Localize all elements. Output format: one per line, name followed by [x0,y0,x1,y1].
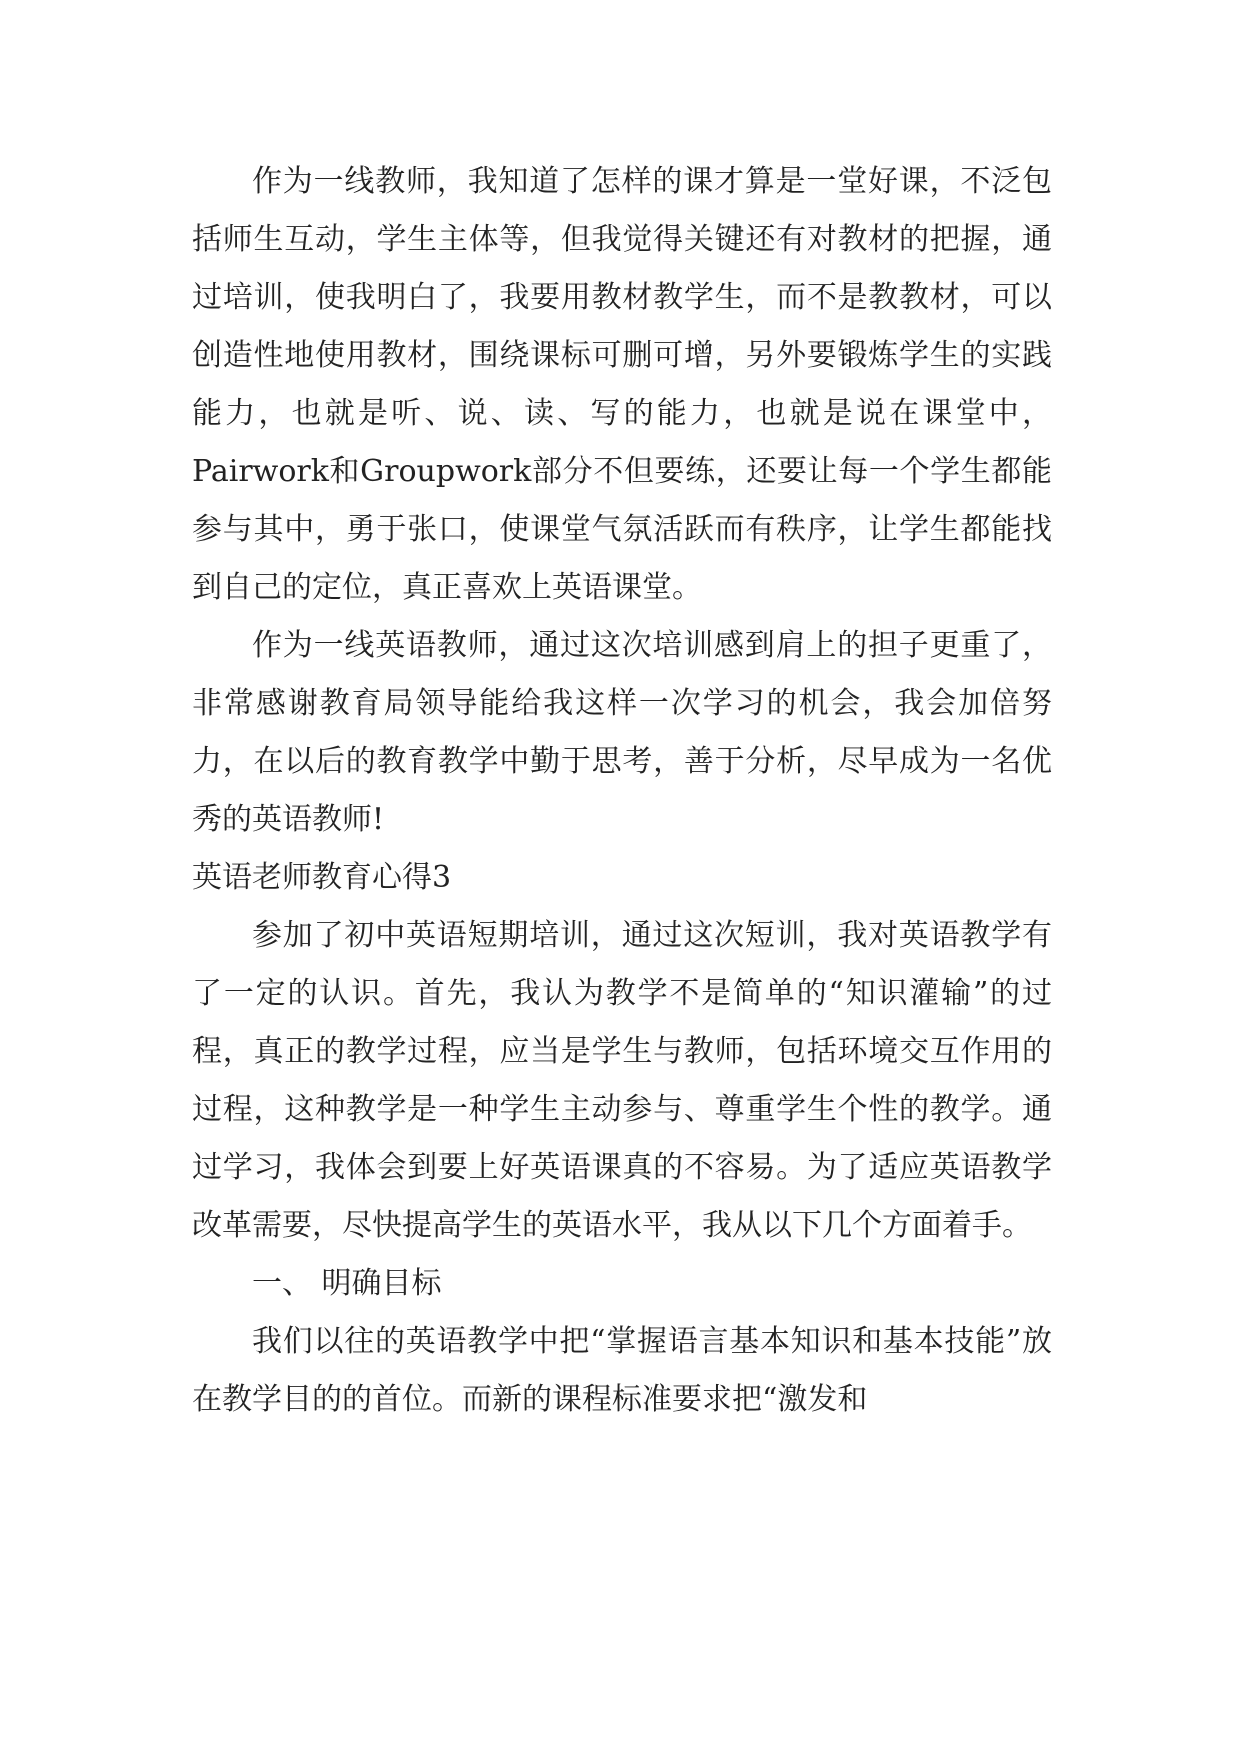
paragraph-responsibility: 作为一线英语教师，通过这次培训感到肩上的担子更重了，非常感谢教育局领导能给我这样一次学习的机会，我会加倍努力，在以后的教育教学中勤于思考，善于分析，尽早成为一名优秀的英语教师! [192,628,1052,837]
document-body [192,153,1052,1429]
paragraph-training-reflection: 参加了初中英语短期培训，通过这次短训，我对英语教学有了一定的认识。首先，我认为教学不是简单的“知识灌输”的过程，真正的教学过程，应当是学生与教师，包括环境交互作用的过程，这种教学是一种学生主动参与、尊重学生个性的教学。通过学习，我体会到要上好英语课真的不容易。为了适应英语教学改革需要，尽快提高学生的英语水平，我从以下几个方面着手。 [192,918,1052,1243]
section-heading: 英语老师教育心得3 [192,860,452,895]
paragraph-good-lesson: 作为一线教师，我知道了怎样的课才算是一堂好课，不泛包括师生互动，学生主体等，但我觉得关键还有对教材的把握，通过培训，使我明白了，我要用教材教学生，而不是教教材，可以创造性地使用教材，围绕课标可删可增，另外要锻炼学生的实践能力，也就是听、说、读、写的能力，也就是说在课堂中，Pairwork和Groupwork部分不但要练，还要让每一个学生都能参与其中，勇于张口，使课堂气氛活跃而有秩序，让学生都能找到自己的定位，真正喜欢上英语课堂。 [192,164,1052,605]
list-item-clear-goals: 一、 明确目标 [252,1266,442,1301]
paragraph-teaching-objectives: 我们以往的英语教学中把“掌握语言基本知识和基本技能”放在教学目的的首位。而新的课程标准要求把“激发和 [192,1324,1052,1417]
